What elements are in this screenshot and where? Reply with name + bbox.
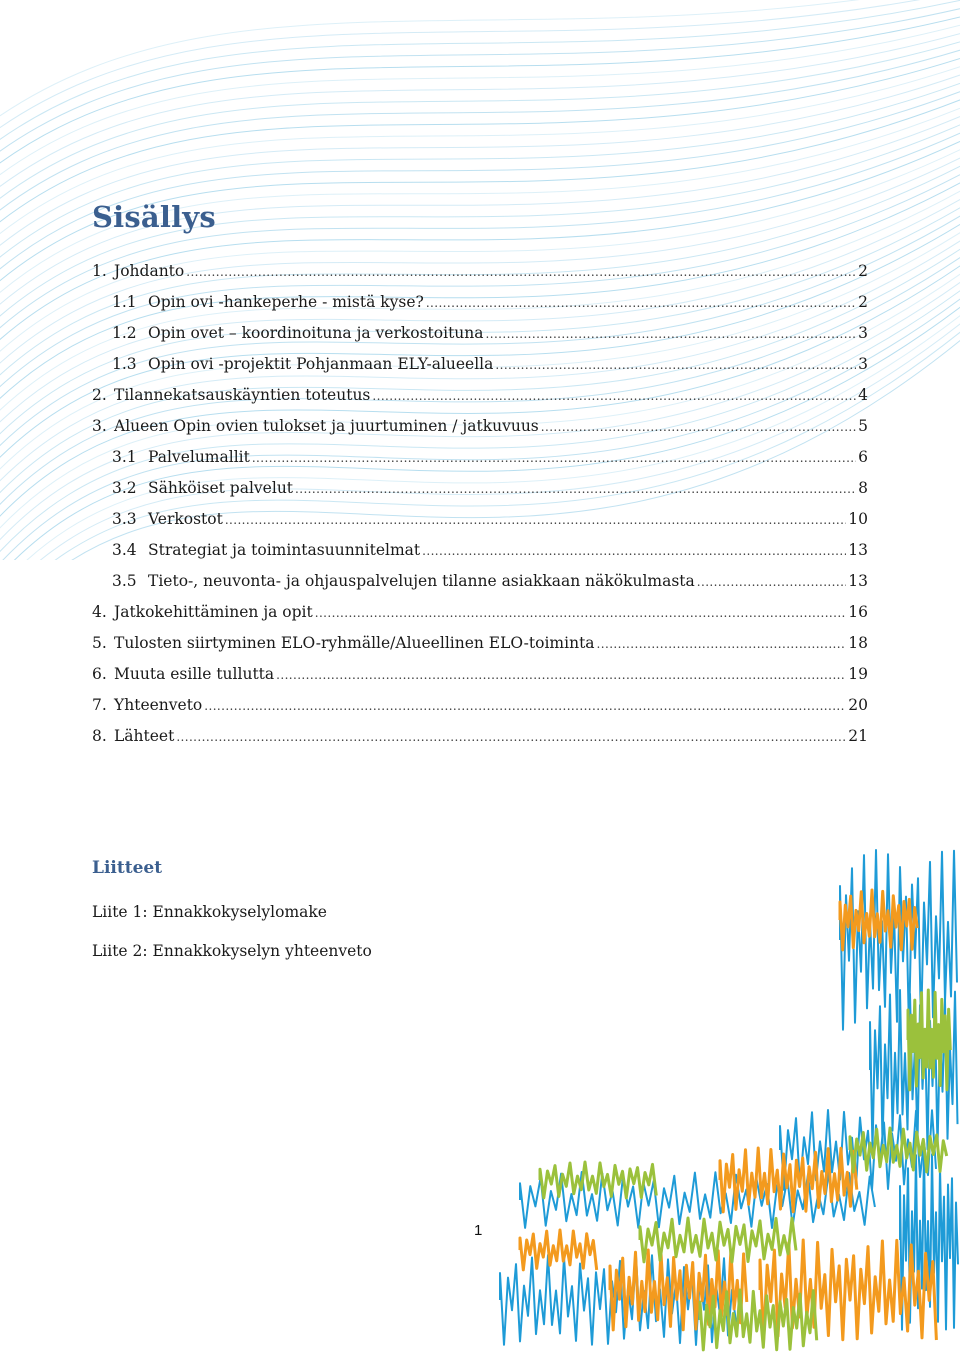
toc-entry[interactable]	[92, 665, 868, 696]
toc-entry-number: 1.	[92, 262, 107, 280]
toc-entry-number: 1.1	[112, 293, 137, 311]
toc-entry-number: 3.2	[112, 479, 137, 497]
toc-dot-leader	[422, 544, 846, 558]
toc-entry-label: Tilannekatsauskäyntien toteutus	[114, 386, 371, 404]
toc-entry-page: 2	[858, 262, 868, 280]
toc-entry-label: Johdanto	[114, 262, 185, 280]
toc-entry-page: 4	[858, 386, 868, 404]
toc-entry[interactable]	[92, 479, 868, 510]
toc-dot-leader	[486, 327, 857, 341]
toc-dot-leader	[541, 420, 856, 434]
toc-dot-leader	[697, 575, 846, 589]
toc-entry-number: 7.	[92, 696, 107, 714]
toc-entry-label: Yhteenveto	[114, 696, 203, 714]
toc-entry-page: 20	[848, 696, 868, 714]
toc-entry-number: 3.1	[112, 448, 137, 466]
toc-entry-label: Sähköiset palvelut	[148, 479, 294, 497]
toc-entry-page: 10	[848, 510, 868, 528]
toc-dot-leader	[315, 606, 847, 620]
toc-entry-page: 6	[858, 448, 868, 466]
toc-entry[interactable]	[92, 572, 868, 603]
scribble-map-decoration	[0, 820, 960, 1356]
toc-entry[interactable]	[92, 448, 868, 479]
table-of-contents	[92, 262, 868, 758]
toc-dot-leader	[186, 265, 856, 279]
toc-entry[interactable]	[92, 541, 868, 572]
toc-entry[interactable]	[92, 324, 868, 355]
toc-dot-leader	[225, 513, 846, 527]
toc-entry-page: 13	[848, 541, 868, 559]
toc-entry-label: Palvelumallit	[148, 448, 250, 466]
toc-entry-label: Verkostot	[148, 510, 223, 528]
toc-entry-number: 4.	[92, 603, 107, 621]
toc-dot-leader	[204, 699, 846, 713]
toc-entry[interactable]	[92, 417, 868, 448]
toc-dot-leader	[295, 482, 856, 496]
toc-dot-leader	[252, 451, 856, 465]
toc-dot-leader	[426, 296, 856, 310]
toc-entry-number: 3.4	[112, 541, 137, 559]
toc-entry-number: 2.	[92, 386, 107, 404]
page-number: 1	[474, 1222, 483, 1239]
toc-entry-page: 19	[848, 665, 868, 683]
toc-entry-label: Alueen Opin ovien tulokset ja juurtuminen / jatkuvuus	[114, 417, 539, 435]
toc-entry-page: 2	[858, 293, 868, 311]
toc-entry[interactable]	[92, 293, 868, 324]
appendix-item-2: Liite 2: Ennakkokyselyn yhteenveto	[92, 942, 372, 960]
toc-entry[interactable]	[92, 727, 868, 758]
toc-entry-label: Muuta esille tullutta	[114, 665, 275, 683]
toc-entry[interactable]	[92, 510, 868, 541]
toc-entry-label: Lähteet	[114, 727, 175, 745]
toc-entry-number: 3.3	[112, 510, 137, 528]
toc-entry-number: 3.	[92, 417, 107, 435]
toc-entry[interactable]	[92, 262, 868, 293]
toc-entry-number: 1.2	[112, 324, 137, 342]
toc-entry-page: 5	[858, 417, 868, 435]
toc-entry-number: 1.3	[112, 355, 137, 373]
toc-entry-number: 5.	[92, 634, 107, 652]
toc-entry-page: 8	[858, 479, 868, 497]
toc-entry[interactable]	[92, 386, 868, 417]
toc-entry[interactable]	[92, 634, 868, 665]
toc-entry-label: Strategiat ja toimintasuunnitelmat	[148, 541, 421, 559]
toc-entry-page: 3	[858, 355, 868, 373]
toc-entry[interactable]	[92, 603, 868, 634]
toc-entry-label: Tieto-, neuvonta- ja ohjauspalvelujen tilanne asiakkaan näkökulmasta	[148, 572, 695, 590]
toc-dot-leader	[276, 668, 846, 682]
toc-entry-label: Tulosten siirtyminen ELO-ryhmälle/Alueellinen ELO-toiminta	[114, 634, 595, 652]
toc-entry-page: 18	[848, 634, 868, 652]
toc-entry[interactable]	[92, 696, 868, 727]
appendices-heading: Liitteet	[92, 858, 163, 878]
toc-entry-number: 3.5	[112, 572, 137, 590]
appendix-item-1: Liite 1: Ennakkokyselylomake	[92, 903, 327, 921]
toc-entry-label: Opin ovi -hankeperhe - mistä kyse?	[148, 293, 424, 311]
toc-dot-leader	[597, 637, 847, 651]
toc-entry-number: 8.	[92, 727, 107, 745]
toc-entry-label: Opin ovi -projektit Pohjanmaan ELY-alueella	[148, 355, 494, 373]
toc-entry[interactable]	[92, 355, 868, 386]
toc-entry-page: 13	[848, 572, 868, 590]
toc-title: Sisällys	[92, 200, 216, 234]
toc-dot-leader	[372, 389, 856, 403]
toc-dot-leader	[176, 730, 846, 744]
toc-entry-page: 3	[858, 324, 868, 342]
toc-entry-page: 16	[848, 603, 868, 621]
toc-entry-page: 21	[848, 727, 868, 745]
toc-entry-label: Opin ovet – koordinoituna ja verkostoituna	[148, 324, 484, 342]
toc-entry-label: Jatkokehittäminen ja opit	[114, 603, 313, 621]
toc-entry-number: 6.	[92, 665, 107, 683]
toc-dot-leader	[495, 358, 856, 372]
